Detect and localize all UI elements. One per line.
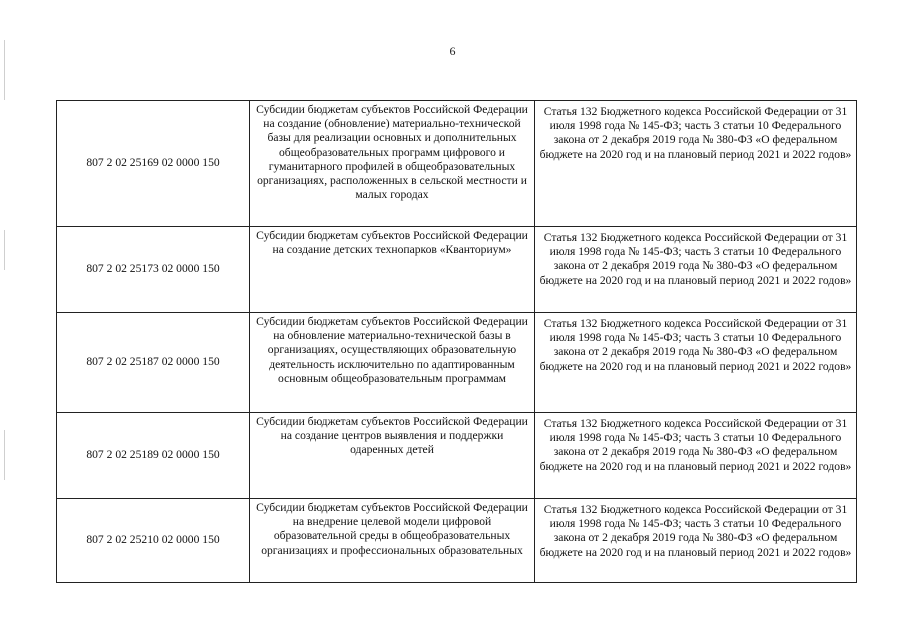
page-number: 6 (449, 44, 456, 58)
scan-edge-mark (4, 430, 5, 480)
legal-basis-cell: Статья 132 Бюджетного кодекса Российской Федерации от 31 июля 1998 года № 145-ФЗ; часть 3 статьи 10 Федерального закона от 2 декабря 2019 года № 380-ФЗ «О федеральном бюджете на 2020 год и на плановый период 2021 и 2022 годов» (535, 413, 857, 499)
description-cell: Субсидии бюджетам субъектов Российской Федерации на обновление материально-технической базы в организациях, осуществляющих образовательную деятельность исключительно по адаптированным основным общеобразовательным программам (250, 313, 535, 413)
table-row (57, 499, 857, 583)
table-row (57, 313, 857, 413)
legal-basis-cell: Статья 132 Бюджетного кодекса Российской Федерации от 31 июля 1998 года № 145-ФЗ; часть 3 статьи 10 Федерального закона от 2 декабря 2019 года № 380-ФЗ «О федеральном бюджете на 2020 год и на плановый период 2021 и 2022 годов» (535, 499, 857, 583)
description-cell: Субсидии бюджетам субъектов Российской Федерации на создание детских технопарков «Кванториум» (250, 227, 535, 313)
budget-code-cell: 807 2 02 25173 02 0000 150 (57, 227, 250, 313)
budget-code-cell: 807 2 02 25169 02 0000 150 (57, 101, 250, 227)
scan-edge-mark (4, 230, 5, 270)
budget-code-cell: 807 2 02 25210 02 0000 150 (57, 499, 250, 583)
budget-codes-table (56, 100, 857, 583)
description-cell: Субсидии бюджетам субъектов Российской Федерации на создание центров выявления и поддержки одаренных детей (250, 413, 535, 499)
legal-basis-cell: Статья 132 Бюджетного кодекса Российской Федерации от 31 июля 1998 года № 145-ФЗ; часть 3 статьи 10 Федерального закона от 2 декабря 2019 года № 380-ФЗ «О федеральном бюджете на 2020 год и на плановый период 2021 и 2022 годов» (535, 227, 857, 313)
description-cell: Субсидии бюджетам субъектов Российской Федерации на создание (обновление) материально-технической базы для реализации основных и дополнительных общеобразовательных программ цифрового и гуманитарного профилей в общеобразовательных организациях, расположенных в сельской местности и малых городах (250, 101, 535, 227)
table-row (57, 413, 857, 499)
legal-basis-cell: Статья 132 Бюджетного кодекса Российской Федерации от 31 июля 1998 года № 145-ФЗ; часть 3 статьи 10 Федерального закона от 2 декабря 2019 года № 380-ФЗ «О федеральном бюджете на 2020 год и на плановый период 2021 и 2022 годов» (535, 313, 857, 413)
budget-code-cell: 807 2 02 25189 02 0000 150 (57, 413, 250, 499)
description-cell: Субсидии бюджетам субъектов Российской Федерации на внедрение целевой модели цифровой образовательной среды в общеобразовательных организациях и профессиональных образовательных (250, 499, 535, 583)
legal-basis-cell: Статья 132 Бюджетного кодекса Российской Федерации от 31 июля 1998 года № 145-ФЗ; часть 3 статьи 10 Федерального закона от 2 декабря 2019 года № 380-ФЗ «О федеральном бюджете на 2020 год и на плановый период 2021 и 2022 годов» (535, 101, 857, 227)
table-row (57, 227, 857, 313)
table-row (57, 101, 857, 227)
budget-code-cell: 807 2 02 25187 02 0000 150 (57, 313, 250, 413)
